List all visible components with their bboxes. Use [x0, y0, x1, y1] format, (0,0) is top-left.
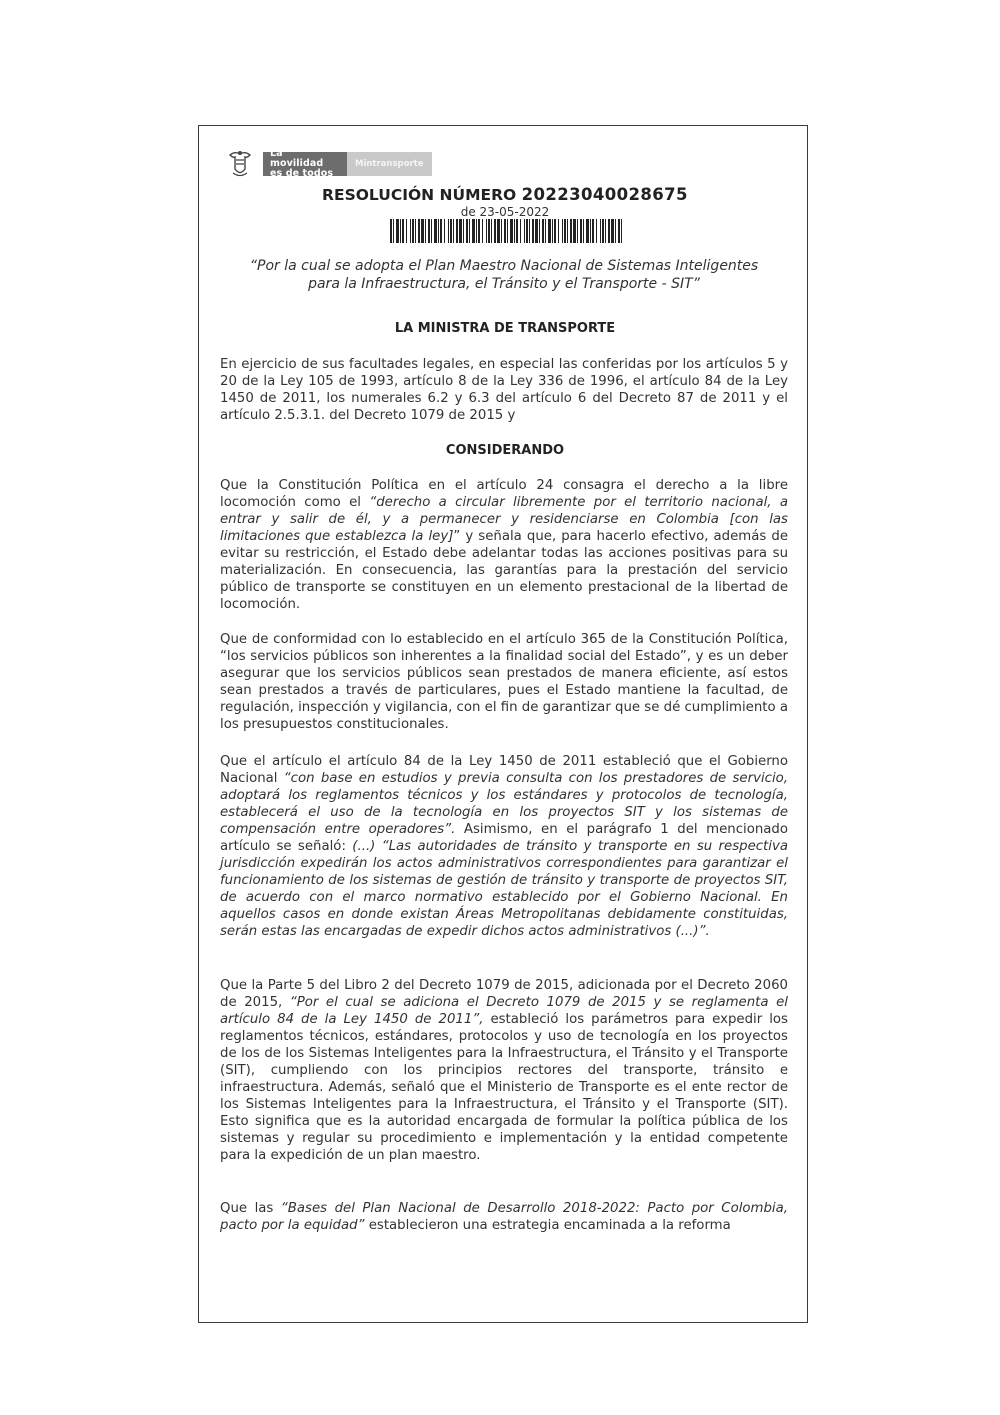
- resolution-label: RESOLUCIÓN NÚMERO: [322, 186, 517, 204]
- resolution-number: 20223040028675: [521, 185, 688, 204]
- paragraph-4-text: Que la Parte 5 del Libro 2 del Decreto 1079 de 2015, adicionada por el Decreto 2060 de 2015,: [220, 978, 788, 1010]
- barcode-bar: [444, 219, 445, 243]
- barcode-bar: [548, 219, 551, 243]
- barcode-bar: [510, 219, 513, 243]
- paragraph-5-quote: “Bases del Plan Nacional de Desarrollo 2018-2022: Pacto por Colombia, pacto por la equidad”: [220, 1201, 788, 1233]
- barcode-bar: [545, 219, 546, 243]
- barcode-bar: [476, 219, 477, 243]
- preamble-paragraph: En ejercicio de sus facultades legales, en especial las conferidas por los artículos 5 y 20 de la Ley 105 de 1993, artículo 8 de la Ley 336 de 1996, el artículo 84 de la Ley 1450 de 2011, los numerales 6.2 y 6.3 del artículo 6 del Decreto 87 de 2011 y el artículo 2.5.3.1. del Decreto 1079 de 2015 y: [220, 357, 788, 423]
- barcode-bar: [486, 219, 487, 243]
- paragraph-4-quote: “Por el cual se adiciona el Decreto 1079 de 2015 y se reglamenta el artículo 84 de la Ley 1450 de 2011”,: [220, 995, 788, 1027]
- barcode-bar: [504, 219, 506, 243]
- barcode-bar: [415, 219, 416, 243]
- barcode-bar: [596, 219, 597, 243]
- barcode-bar: [494, 219, 496, 243]
- header-logos: [227, 146, 432, 182]
- paragraph-1-text: Que la Constitución Política en el artículo 24 consagra el derecho a la libre locomoción como el: [220, 478, 788, 510]
- barcode-bar: [456, 219, 458, 243]
- barcode: [390, 219, 624, 243]
- barcode-bar: [532, 219, 534, 243]
- barcode-bar: [592, 219, 594, 243]
- paragraph-2: Que de conformidad con lo establecido en el artículo 365 de la Constitución Política, “los servicios públicos son inherentes a la finalidad social del Estado”, y es un deber asegurar que los servicios públicos sean prestados de manera eficiente, así estos sean prestados a través de particulares, pues el Estado mantiene la facultad, de regulación, inspección y vigilancia, con el fin de garantizar que se dé cumplimiento a los presupuestos constitucionales.: [220, 632, 788, 732]
- barcode-bar: [431, 219, 432, 243]
- barcode-bar: [570, 219, 572, 243]
- barcode-bar: [428, 219, 430, 243]
- barcode-bar: [406, 219, 407, 243]
- resolution-subject: [222, 257, 786, 293]
- barcode-bar: [425, 219, 426, 243]
- paragraph-5-text: Que las: [220, 1201, 281, 1216]
- barcode-bar: [421, 219, 424, 243]
- brand-line-2: es de todos: [270, 168, 334, 179]
- barcode-bar: [611, 219, 614, 243]
- paragraph-3-text: Que el artículo el artículo 84 de la Ley 1450 de 2011 estableció que el Gobierno Nacional: [220, 754, 788, 786]
- paragraph-1-text-cont: ” y señala que, para hacerlo efectivo, además de evitar su restricción, el Estado debe adelantar todas las acciones positivas para su materialización. En consecuencia, las garantías para la prestación del servicio público de transporte se constituyen en un elemento prestacional de la libertad de locomoción.: [220, 529, 788, 612]
- barcode-bar: [501, 219, 502, 243]
- paragraph-3-quote-2: (...) “Las autoridades de tránsito y transporte en su respectiva jurisdicción expedirán los actos administrativos correspondientes para garantizar el funcionamiento de los sistemas de gestión de tránsito y transporte de proyectos SIT, de acuerdo con el marco normativo establecido por el Gobierno Nacional. En aquellos casos en donde existan Áreas Metropolitanas debidamente constituidas, serán estas las encargadas de expedir dichos actos administrativos (...)”.: [220, 839, 788, 939]
- barcode-bar: [552, 219, 553, 243]
- barcode-bar: [434, 219, 437, 243]
- barcode-bar: [580, 219, 582, 243]
- barcode-bar: [412, 219, 414, 243]
- barcode-bar: [472, 219, 475, 243]
- barcode-bar: [615, 219, 616, 243]
- barcode-bar: [526, 219, 528, 243]
- paragraph-5-text-cont: establecieron una estrategia encaminada a la reforma: [364, 1218, 731, 1233]
- barcode-bar: [535, 219, 538, 243]
- barcode-bar: [602, 219, 604, 243]
- barcode-bar: [542, 219, 544, 243]
- barcode-bar: [583, 219, 584, 243]
- barcode-bar: [618, 219, 620, 243]
- barcode-bar: [440, 219, 442, 243]
- barcode-bar: [558, 219, 559, 243]
- barcode-bar: [608, 219, 610, 243]
- barcode-bar: [438, 219, 439, 243]
- barcode-bar: [418, 219, 420, 243]
- barcode-bar: [463, 219, 464, 243]
- brand-badge: [263, 148, 347, 179]
- brand-line-1: La movilidad: [270, 148, 324, 169]
- barcode-bar: [410, 219, 411, 243]
- barcode-bar: [573, 219, 576, 243]
- paragraph-3: [220, 753, 788, 940]
- barcode-bar: [539, 219, 540, 243]
- colombia-coat-of-arms-icon: [227, 149, 253, 179]
- barcode-bar: [497, 219, 500, 243]
- barcode-bar: [450, 219, 452, 243]
- barcode-bar: [577, 219, 578, 243]
- resolution-date: de 23-05-2022: [460, 205, 550, 219]
- barcode-bar: [586, 219, 589, 243]
- barcode-bar: [520, 219, 521, 243]
- barcode-bar: [514, 219, 515, 243]
- barcode-bar: [469, 219, 470, 243]
- barcode-bar: [396, 219, 399, 243]
- paragraph-3-text-cont: Asimismo, en el parágrafo 1 del mencionado artículo se señaló:: [220, 822, 788, 854]
- barcode-bar: [393, 219, 394, 243]
- considering-heading: CONSIDERANDO: [445, 443, 565, 458]
- resolution-title: [220, 185, 790, 204]
- barcode-bar: [488, 219, 490, 243]
- barcode-bar: [524, 219, 525, 243]
- barcode-bar: [567, 219, 568, 243]
- paragraph-1: [220, 477, 788, 613]
- paragraph-3-quote: “con base en estudios y previa consulta con los prestadores de servicio, adoptará los reglamentos técnicos y los estándares y protocolos de tecnología, establecerá el uso de la tecnología en los proyectos SIT y los sistemas de compensación entre operadores”.: [220, 771, 788, 837]
- ministry-badge: Mintransporte: [347, 152, 432, 176]
- barcode-bar: [554, 219, 556, 243]
- barcode-bar: [529, 219, 530, 243]
- barcode-bar: [562, 219, 563, 243]
- barcode-bar: [400, 219, 401, 243]
- barcode-bar: [453, 219, 454, 243]
- paragraph-4: [220, 977, 788, 1164]
- barcode-bar: [478, 219, 480, 243]
- barcode-bar: [491, 219, 492, 243]
- authority-heading: LA MINISTRA DE TRANSPORTE: [394, 321, 616, 336]
- barcode-bar: [605, 219, 606, 243]
- barcode-bar: [621, 219, 622, 243]
- barcode-bar: [564, 219, 566, 243]
- barcode-bar: [600, 219, 601, 243]
- paragraph-1-quote: “derecho a circular libremente por el territorio nacional, a entrar y salir de él, y a permanecer y residenciarse en Colombia [con las limitaciones que establezca la ley]: [220, 495, 789, 544]
- paragraph-5: [220, 1200, 788, 1234]
- barcode-bar: [590, 219, 591, 243]
- barcode-bar: [448, 219, 449, 243]
- subject-line-1: “Por la cual se adopta el Plan Maestro Nacional de Sistemas Inteligentes: [249, 258, 759, 274]
- barcode-bar: [459, 219, 462, 243]
- barcode-bar: [390, 219, 392, 243]
- paragraph-4-text-cont: estableció los parámetros para expedir los reglamentos técnicos, estándares, protocolos y uso de tecnología en los proyectos de los de los Sistemas Inteligentes para la Infraestructura, el Tránsito y el Transporte (SIT), cumpliendo con los principios rectores del transporte, tránsito e infraestructura. Además, señaló que el Ministerio de Transporte es el ente rector de los Sistemas Inteligentes para la Infraestructura, el Tránsito y el Transporte (SIT). Esto significa que es la autoridad encargada de formular la política pública de los sistemas y regular su procedimiento e implementación y la entidad competente para la expedición de un plan maestro.: [220, 1012, 788, 1163]
- barcode-bar: [507, 219, 508, 243]
- barcode-bar: [402, 219, 404, 243]
- barcode-bar: [516, 219, 518, 243]
- barcode-bar: [466, 219, 468, 243]
- subject-line-2: para la Infraestructura, el Tránsito y el Transporte - SIT”: [308, 276, 700, 292]
- barcode-bar: [482, 219, 483, 243]
